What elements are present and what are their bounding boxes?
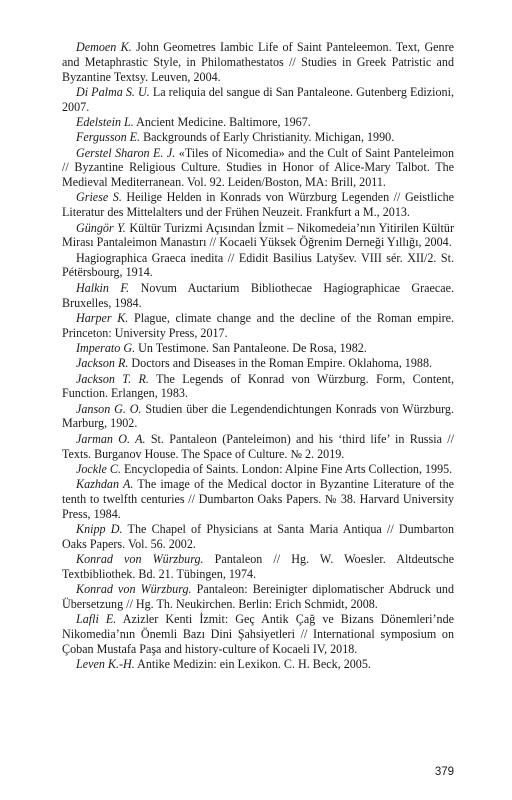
- entry-text: Ancient Medicine. Baltimore, 1967.: [133, 114, 311, 129]
- entry-text: Kültür Turizmi Açısından İzmit – Nikomedeia’nın Yitirilen Kültür Mirası Pantaleimon Manastırı // Kocaeli Yüksek Öğrenim Derneği Yıllığı, 2004.: [62, 220, 454, 250]
- bibliography-entry: [62, 40, 454, 84]
- bibliography-entry: [62, 432, 454, 462]
- entry-author: Konrad von Würzburg.: [76, 552, 204, 567]
- bibliography-entry: [62, 612, 454, 656]
- entry-author: Edelstein L.: [76, 114, 134, 129]
- bibliography-entry: [62, 341, 454, 356]
- bibliography-entry: [62, 477, 454, 521]
- entry-author: Jockle C.: [76, 461, 121, 476]
- entry-text: Backgrounds of Early Christianity. Michigan, 1990.: [140, 130, 395, 145]
- entry-author: Güngör Y.: [76, 220, 126, 235]
- bibliography-list: [62, 40, 454, 672]
- entry-text: The image of the Medical doctor in Byzantine Literature of the tenth to twelfth centuries // Dumbarton Oaks Papers. № 38. Harvard University Press, 1984.: [62, 477, 454, 521]
- entry-author: Griese S.: [76, 190, 122, 205]
- bibliography-entry: [62, 130, 454, 145]
- entry-text: Plague, climate change and the decline of the Roman empire. Princeton: University Press, 2017.: [62, 310, 454, 340]
- entry-author: Konrad von Würzburg.: [76, 582, 192, 597]
- bibliography-entry: [62, 522, 454, 552]
- entry-author: Jackson T. R.: [76, 371, 149, 386]
- entry-text: Heilige Helden in Konrads von Würzburg Legenden // Geistliche Literatur des Mittelalters und der Frühen Neuzeit. Frankfurt a M., 2013.: [62, 190, 454, 220]
- entry-author: Jackson R.: [76, 356, 129, 371]
- entry-author: Janson G. O.: [76, 401, 142, 416]
- entry-author: Kazhdan A.: [76, 477, 134, 492]
- bibliography-entry: [62, 657, 454, 672]
- bibliography-entry: [62, 462, 454, 477]
- bibliography-entry: [62, 115, 454, 130]
- entry-author: Demoen K.: [76, 40, 132, 54]
- entry-text: Studien über die Legendendichtungen Konrads von Würzburg. Marburg, 1902.: [62, 401, 454, 431]
- bibliography-entry: [62, 190, 454, 220]
- bibliography-entry: [62, 311, 454, 341]
- bibliography-entry: [62, 146, 454, 190]
- entry-author: Gerstel Sharon E. J.: [76, 145, 176, 160]
- entry-author: Imperato G.: [76, 340, 136, 355]
- bibliography-entry: [62, 221, 454, 251]
- entry-text: Un Testimone. San Pantaleone. De Rosa, 1982.: [135, 340, 367, 355]
- entry-author: Di Palma S. U.: [76, 84, 150, 99]
- bibliography-entry: [62, 372, 454, 402]
- entry-text: Doctors and Diseases in the Roman Empire. Oklahoma, 1988.: [128, 356, 433, 371]
- bibliography-entry: [62, 552, 454, 582]
- entry-author: Halkin F.: [76, 280, 130, 295]
- bibliography-entry: [62, 281, 454, 311]
- entry-text: «Tiles of Nicomedia» and the Cult of Saint Panteleimon // Byzantine Religious Culture. Studies in Honor of Alice-Mary Talbot. The Medieval Mediterranean. Vol. 92. Leiden/Boston, MA: Brill, 2011.: [62, 145, 454, 190]
- entry-text: Azizler Kenti İzmit: Geç Antik Çağ ve Bizans Dönemleri’nde Nikomedia’nın Önemli Bazı Dini Şahsiyetleri // International symposium on Çoban Mustafa Paşa and history-culture of Kocaeli IV, 2018.: [62, 612, 454, 656]
- entry-text: Pantaleon: Bereinigter diplomatischer Abdruck und Übersetzung // Hg. Th. Neukirchen. Berlin: Erich Schmidt, 2008.: [62, 582, 454, 611]
- entry-author: Jarman O. A.: [76, 431, 146, 446]
- entry-text: The Chapel of Physicians at Santa Maria Antiqua // Dumbarton Oaks Papers. Vol. 56. 2002.: [62, 522, 454, 551]
- entry-text: Hagiographica Graeca inedita // Edidit Basilius Latyšev. VIII sér. XII/2. St. Pétërsbourg, 1914.: [62, 250, 454, 280]
- entry-text: La reliquia del sangue di San Pantaleone. Gutenberg Edizioni, 2007.: [62, 84, 454, 114]
- entry-text: Pantaleon // Hg. W. Woesler. Altdeutsche Textbibliothek. Bd. 21. Tübingen, 1974.: [62, 552, 454, 581]
- entry-author: Leven K.-H.: [76, 657, 135, 672]
- entry-author: Fergusson E.: [76, 130, 141, 145]
- entry-text: The Legends of Konrad von Würzburg. Form, Content, Function. Erlangen, 1983.: [62, 371, 454, 401]
- entry-text: John Geometres Iambic Life of Saint Panteleemon. Text, Genre and Metaphrastic Style, in Philomathestatos // Studies in Greek Patristic and Byzantine Textsy. Leuven, 2004.: [62, 40, 454, 84]
- entry-text: Antike Medizin: ein Lexikon. C. H. Beck, 2005.: [134, 657, 371, 672]
- entry-author: Lafli E.: [76, 612, 117, 627]
- bibliography-entry: [62, 582, 454, 612]
- bibliography-entry: [62, 251, 454, 281]
- bibliography-entry: [62, 356, 454, 371]
- bibliography-entry: [62, 85, 454, 115]
- entry-text: St. Pantaleon (Panteleimon) and his ‘third life’ in Russia // Texts. Burganov House. The Space of Culture. № 2. 2019.: [62, 431, 454, 461]
- entry-author: Knipp D.: [76, 522, 123, 536]
- entry-author: Harper K.: [76, 310, 129, 325]
- entry-text: Encyclopedia of Saints. London: Alpine Fine Arts Collection, 1995.: [121, 461, 453, 476]
- bibliography-entry: [62, 402, 454, 432]
- page-number: 379: [434, 766, 454, 778]
- entry-text: Novum Auctarium Bibliothecae Hagiographicae Graecae. Bruxelles, 1984.: [62, 280, 454, 310]
